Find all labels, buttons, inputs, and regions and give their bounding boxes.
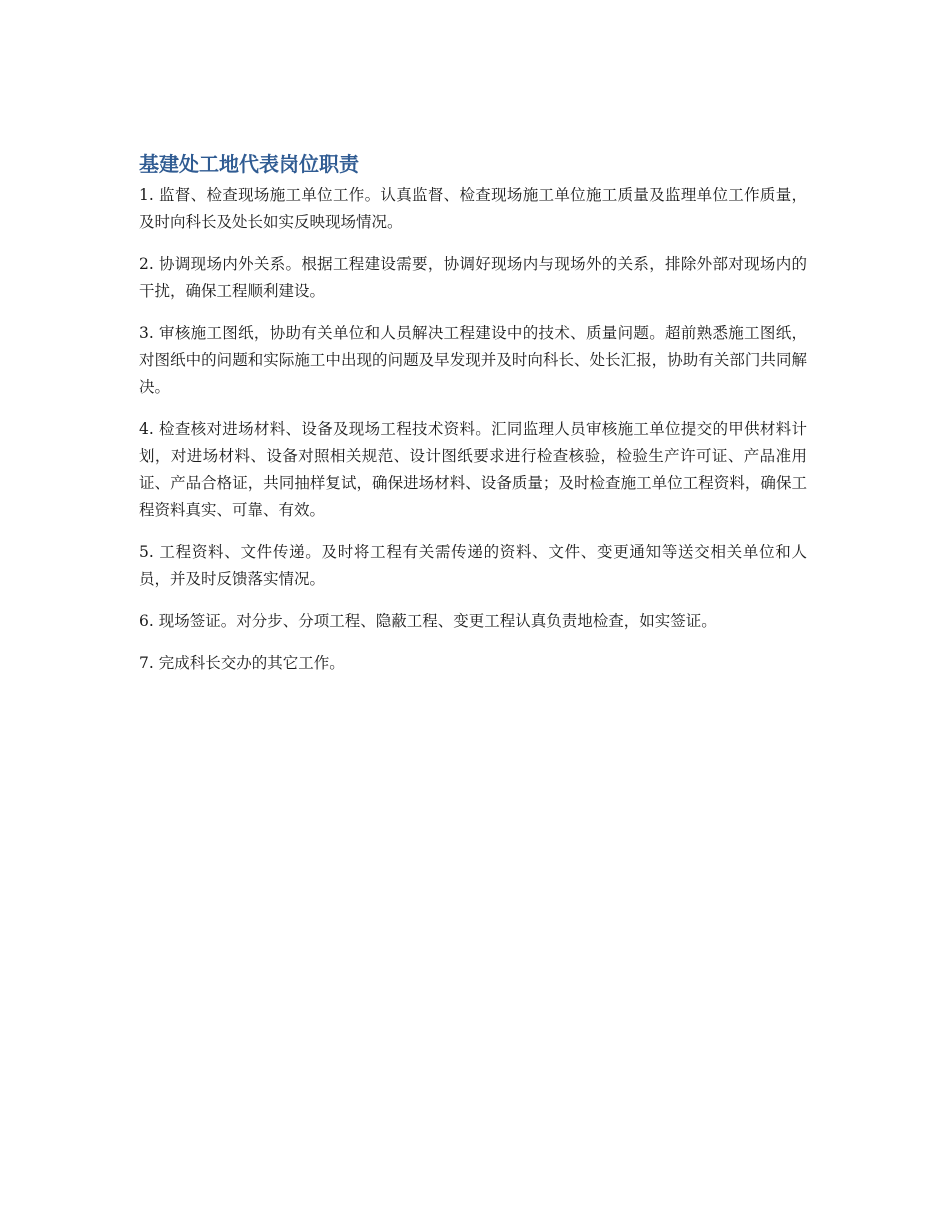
duty-item-2: 2. 协调现场内外关系。根据工程建设需要，协调好现场内与现场外的关系，排除外部对现场内的干扰，确保工程顺利建设。 [139, 255, 807, 300]
document-title: 基建处工地代表岗位职责 [139, 152, 359, 176]
duty-item-1: 1. 监督、检查现场施工单位工作。认真监督、检查现场施工单位施工质量及监理单位工作质量，及时向科长及处长如实反映现场情况。 [139, 186, 807, 231]
document-page [139, 150, 807, 692]
duty-item-7: 7. 完成科长交办的其它工作。 [139, 654, 345, 672]
duty-item-5: 5. 工程资料、文件传递。及时将工程有关需传递的资料、文件、变更通知等送交相关单位和人员，并及时反馈落实情况。 [139, 543, 807, 588]
duty-item-4: 4. 检查核对进场材料、设备及现场工程技术资料。汇同监理人员审核施工单位提交的甲供材料计划，对进场材料、设备对照相关规范、设计图纸要求进行检查核验，检验生产许可证、产品准用证、产品合格证，共同抽样复试，确保进场材料、设备质量；及时检查施工单位工程资料，确保工程资料真实、可靠、有效。 [139, 420, 807, 519]
duty-item-6: 6. 现场签证。对分步、分项工程、隐蔽工程、变更工程认真负责地检查，如实签证。 [139, 612, 717, 630]
duty-item-3: 3. 审核施工图纸，协助有关单位和人员解决工程建设中的技术、质量问题。超前熟悉施工图纸，对图纸中的问题和实际施工中出现的问题及早发现并及时向科长、处长汇报，协助有关部门共同解决。 [139, 324, 807, 396]
